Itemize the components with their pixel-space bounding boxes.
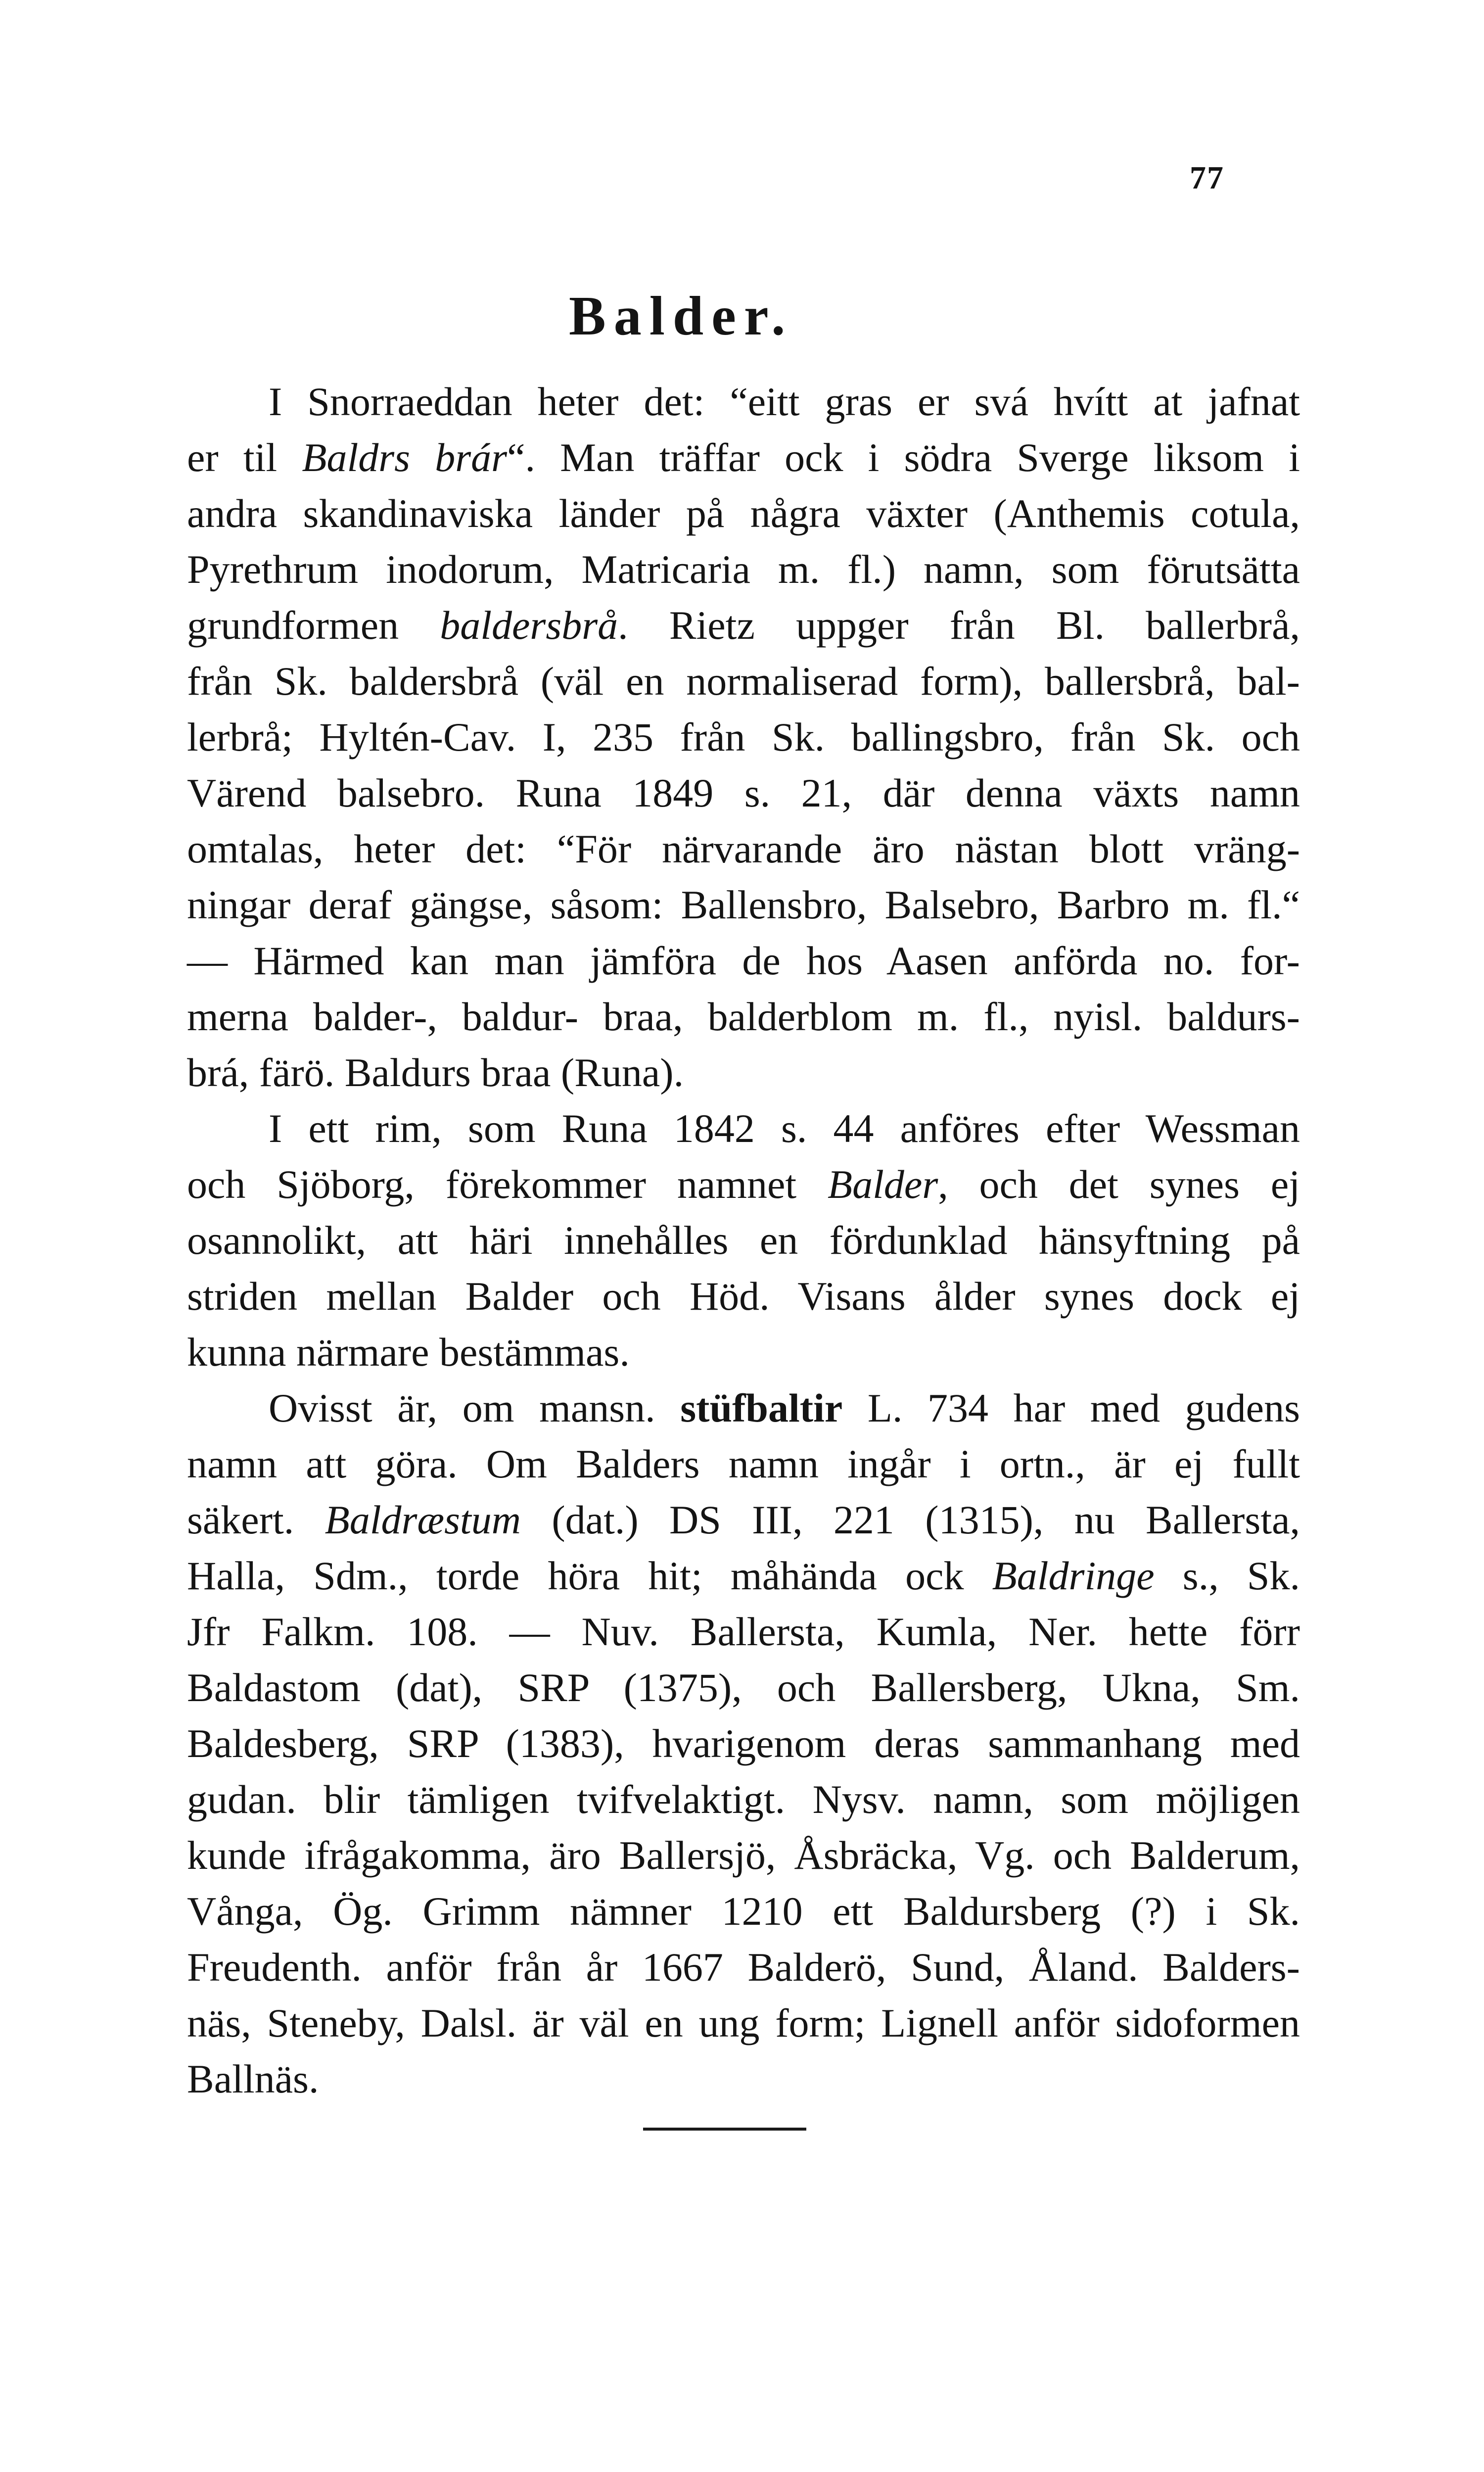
text-line: [187, 1883, 1300, 1939]
text-run: , och det synes ej: [938, 1162, 1300, 1207]
text-run: Baldastom (dat), SRP (1375), och Ballersberg, Ukna, Sm.: [187, 1665, 1300, 1710]
text-run: brá, färö. Baldurs braa (Runa).: [187, 1050, 684, 1095]
text-run: kunna närmare bestämmas.: [187, 1330, 630, 1375]
text-run: (dat.) DS III, 221 (1315), nu Ballersta,: [521, 1497, 1300, 1542]
text-line: [187, 1212, 1300, 1268]
italic-term: Baldrs brár: [302, 435, 508, 480]
text-run: Halla, Sdm., torde höra hit; måhända ock: [187, 1553, 992, 1598]
text-line: [187, 933, 1300, 989]
text-run: Jfr Falkm. 108. — Nuv. Ballersta, Kumla, Ner. hette förr: [187, 1609, 1300, 1654]
text-line: [187, 1045, 1300, 1100]
text-line: [187, 1324, 1300, 1380]
text-line: [187, 1771, 1300, 1827]
text-line: [187, 2051, 1300, 2107]
page-number: 77: [1190, 160, 1224, 196]
text-run: ningar deraf gängse, såsom: Ballensbro, Balsebro, Barbro m. fl.“: [187, 882, 1300, 927]
text-line: [187, 1995, 1300, 2051]
text-run: Värend balsebro. Runa 1849 s. 21, där denna växts namn: [187, 770, 1300, 815]
text-line: [187, 541, 1300, 597]
text-run: och Sjöborg, förekommer namnet: [187, 1162, 828, 1207]
text-run: Vånga, Ög. Grimm nämner 1210 ett Baldursberg (?) i Sk.: [187, 1889, 1300, 1934]
italic-term: baldersbrå: [440, 603, 618, 648]
text-line: [187, 1939, 1300, 1995]
italic-term: Baldræstum: [325, 1497, 521, 1542]
text-run: striden mellan Balder och Höd. Visans ålder synes dock ej: [187, 1274, 1300, 1319]
text-line: [187, 709, 1300, 765]
text-line: [187, 597, 1300, 653]
text-run: Ballnäs.: [187, 2056, 319, 2101]
text-run: I ett rim, som Runa 1842 s. 44 anföres efter Wessman: [269, 1106, 1300, 1151]
text-run: “. Man träffar ock i södra Sverge liksom i: [507, 435, 1300, 480]
text-run: osannolikt, att häri innehålles en fördunklad hänsyftning på: [187, 1218, 1300, 1263]
text-line: [187, 821, 1300, 877]
text-run: Pyrethrum inodorum, Matricaria m. fl.) namn, som förutsätta: [187, 547, 1300, 592]
bold-term: stüfbaltir: [680, 1385, 843, 1430]
text-run: grundformen: [187, 603, 440, 648]
text-line: [187, 1604, 1300, 1660]
italic-term: Balder: [828, 1162, 938, 1207]
text-run: namn att göra. Om Balders namn ingår i ortn., är ej fullt: [187, 1441, 1300, 1486]
italic-term: Baldringe: [992, 1553, 1155, 1598]
body-text: [187, 374, 1300, 2107]
end-rule: [643, 2128, 806, 2131]
text-line: [187, 429, 1300, 485]
text-line: [187, 1436, 1300, 1492]
text-run: Baldesberg, SRP (1383), hvarigenom deras sammanhang med: [187, 1721, 1300, 1766]
text-run: gudan. blir tämligen tvifvelaktigt. Nysv. namn, som möjligen: [187, 1777, 1300, 1822]
text-line: [187, 1492, 1300, 1548]
text-run: merna balder-, baldur- braa, balderblom m. fl., nyisl. baldurs-: [187, 994, 1300, 1039]
text-run: Ovisst är, om mansn.: [269, 1385, 681, 1430]
text-run: s., Sk.: [1154, 1553, 1300, 1598]
text-run: lerbrå; Hyltén-Cav. I, 235 från Sk. ballingsbro, från Sk. och: [187, 714, 1300, 760]
text-run: näs, Steneby, Dalsl. är väl en ung form; Lignell anför sidoformen: [187, 2000, 1300, 2045]
text-line: [187, 1100, 1300, 1156]
text-line: [187, 485, 1300, 541]
text-line: [187, 877, 1300, 933]
text-line: [187, 1827, 1300, 1883]
text-run: Freudenth. anför från år 1667 Balderö, Sund, Åland. Balders-: [187, 1945, 1300, 1990]
text-line: [187, 374, 1300, 429]
text-run: kunde ifrågakomma, äro Ballersjö, Åsbräcka, Vg. och Balderum,: [187, 1833, 1300, 1878]
text-run: andra skandinaviska länder på några växter (Anthemis cotula,: [187, 491, 1300, 536]
text-line: [187, 1548, 1300, 1604]
text-line: [187, 765, 1300, 821]
text-run: . Rietz uppger från Bl. ballerbrå,: [618, 603, 1300, 648]
text-run: er til: [187, 435, 302, 480]
page-heading: Balder.: [569, 285, 793, 347]
text-run: I Snorraeddan heter det: “eitt gras er svá hvítt at jafnat: [269, 379, 1300, 424]
text-run: omtalas, heter det: “För närvarande äro nästan blott vräng-: [187, 826, 1300, 871]
text-line: [187, 1268, 1300, 1324]
text-line: [187, 1156, 1300, 1212]
text-run: — Härmed kan man jämföra de hos Aasen anförda no. for-: [187, 938, 1300, 983]
text-line: [187, 989, 1300, 1045]
text-line: [187, 1380, 1300, 1436]
text-line: [187, 1660, 1300, 1715]
text-run: L. 734 har med gudens: [842, 1385, 1300, 1430]
text-line: [187, 1715, 1300, 1771]
text-run: från Sk. baldersbrå (väl en normaliserad form), ballersbrå, bal-: [187, 659, 1300, 704]
text-line: [187, 653, 1300, 709]
text-run: säkert.: [187, 1497, 325, 1542]
